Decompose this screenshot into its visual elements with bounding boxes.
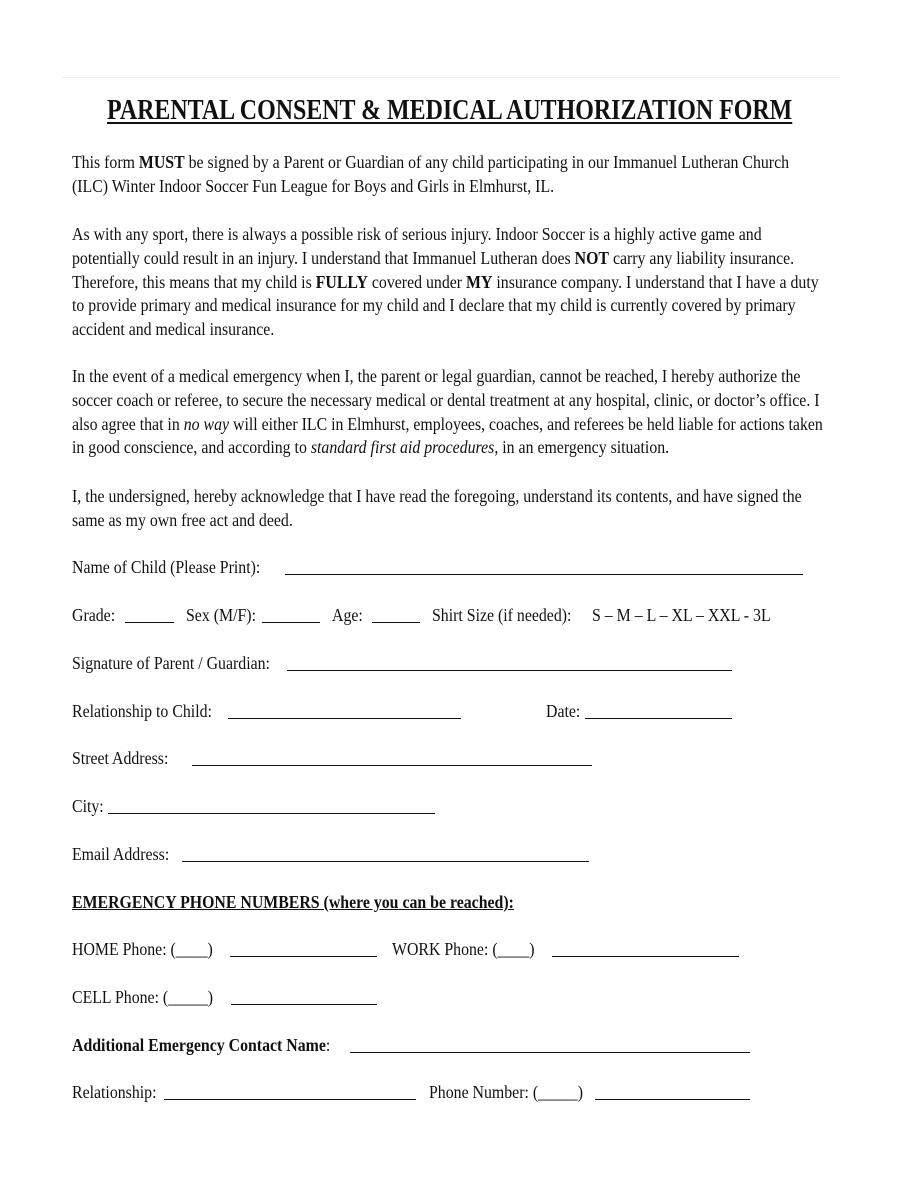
emphasis: no way — [183, 413, 230, 434]
text: will either ILC in Elmhurst, employees, coaches, and referees be held liable for actions taken in good conscience, and according to — [72, 413, 823, 458]
additional-contact-label — [72, 1035, 330, 1056]
shirt-size-options[interactable]: S – M – L – XL – XXL - 3L — [592, 605, 771, 625]
street-address-field[interactable] — [192, 765, 592, 766]
relationship-to-child-field[interactable] — [228, 718, 461, 719]
home-phone-label: HOME Phone: (____) — [72, 939, 213, 959]
grade-label: Grade: — [72, 605, 116, 625]
signature-field[interactable] — [287, 670, 732, 671]
emergency-phone-heading: EMERGENCY PHONE NUMBERS (where you can be reached): — [72, 892, 514, 912]
age-label: Age: — [332, 605, 363, 625]
email-label: Email Address: — [72, 844, 170, 864]
intro-paragraph — [72, 151, 829, 199]
sex-label: Sex (M/F): — [186, 605, 256, 625]
emphasis: standard first aid procedures — [310, 437, 495, 458]
text: I, the undersigned, hereby acknowledge that I have read the foregoing, understand its contents, and have signed the same as my own free act and deed. — [72, 486, 802, 530]
additional-contact-text: Additional Emergency Contact Name — [72, 1035, 326, 1055]
page-title: PARENTAL CONSENT & MEDICAL AUTHORIZATION FORM — [107, 95, 793, 126]
acknowledgement-paragraph — [72, 485, 829, 533]
home-phone-field[interactable] — [230, 956, 377, 957]
text: covered under — [367, 271, 467, 292]
signature-label: Signature of Parent / Guardian: — [72, 653, 270, 673]
city-field[interactable] — [108, 813, 435, 814]
phone-number-label: Phone Number: (_____) — [429, 1082, 583, 1102]
relationship-to-child-label: Relationship to Child: — [72, 701, 212, 721]
cell-phone-field[interactable] — [231, 1004, 377, 1005]
email-field[interactable] — [182, 861, 589, 862]
text: carry any liability insurance. Therefore, this means that my child is — [72, 247, 795, 292]
text: insurance company. I understand that I have a duty to provide primary and medical insurance for my child and I declare that my child is currently covered by primary accident and medical insurance. — [72, 271, 819, 340]
additional-contact-field[interactable] — [350, 1052, 750, 1053]
street-address-label: Street Address: — [72, 748, 169, 768]
colon: : — [325, 1035, 331, 1055]
city-label: City: — [72, 796, 104, 816]
phone-number-field[interactable] — [595, 1099, 750, 1100]
text: In the event of a medical emergency when I, the parent or legal guardian, cannot be reached, I hereby authorize the soccer coach or referee, to secure the necessary medical or dental treatment at any hospital, clinic, or doctor’s office. I also agree that in — [72, 366, 820, 434]
text: This form — [72, 152, 139, 172]
child-name-label: Name of Child (Please Print): — [72, 557, 261, 577]
emphasis: MY — [466, 271, 493, 292]
work-phone-label: WORK Phone: (____) — [392, 939, 535, 959]
cell-phone-label: CELL Phone: (_____) — [72, 987, 214, 1007]
text: be signed by a Parent or Guardian of any child participating in our Immanuel Lutheran Church (ILC) Winter Indoor Soccer Fun League for Boys and Girls in Elmhurst, IL. — [72, 152, 790, 196]
relationship-label: Relationship: — [72, 1082, 157, 1102]
date-field[interactable] — [585, 718, 732, 719]
age-field[interactable] — [372, 622, 420, 623]
emphasis: FULLY — [315, 271, 368, 292]
date-label: Date: — [546, 701, 581, 721]
insurance-paragraph — [72, 223, 829, 342]
shirt-size-label: Shirt Size (if needed): — [432, 605, 572, 625]
text: As with any sport, there is always a possible risk of serious injury. Indoor Soccer is a highly active game and potentially could result in an injury. I understand that Immanuel Lutheran does — [72, 224, 762, 268]
work-phone-field[interactable] — [552, 956, 739, 957]
page-top-border — [62, 77, 840, 78]
relationship-field[interactable] — [164, 1099, 416, 1100]
emphasis: MUST — [138, 152, 185, 172]
child-name-field[interactable] — [285, 574, 803, 575]
emphasis: NOT — [574, 247, 609, 268]
emergency-authorization-paragraph — [72, 365, 829, 460]
sex-field[interactable] — [262, 622, 320, 623]
grade-field[interactable] — [125, 622, 174, 623]
text: , in an emergency situation. — [494, 437, 670, 458]
